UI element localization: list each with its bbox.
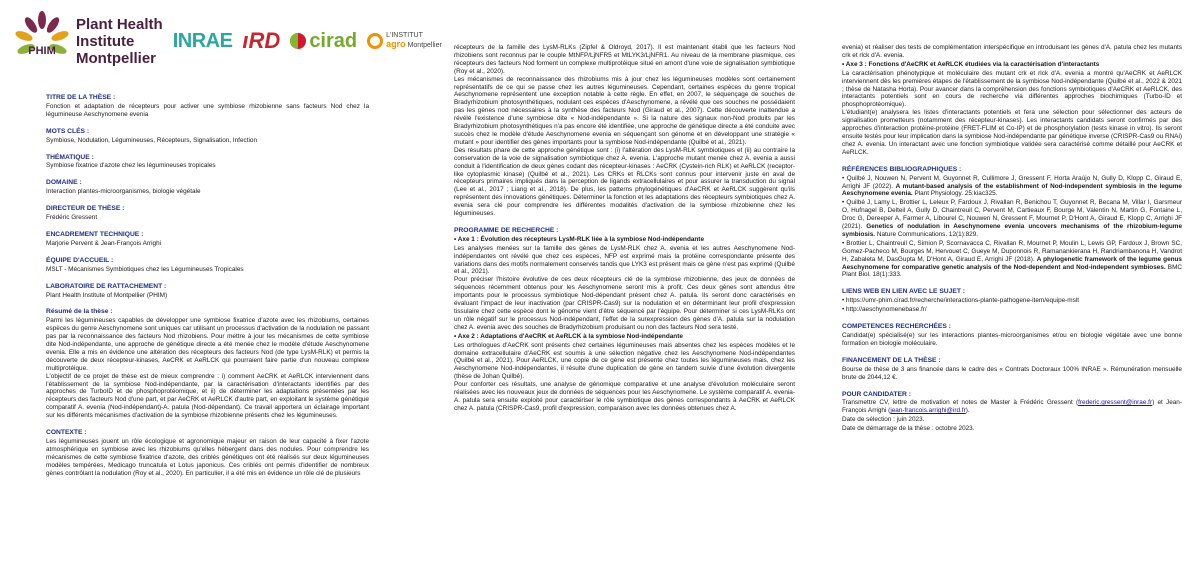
axe3-paragraph-2: L'étudiant(e) analysera les listes d'interactants potentiels et fera une sélection pour sélectionner des acteurs de signalisation prometteurs (notamment des récepteur-kinases). Les interactants candidats seront confirmés par des approches d'interaction protéine-protéine (FRET-FLIM et Co-IP) et de phosphorylation (tests kinase in vitro). Ils seront ensuite testés pour leur implication dans la symbiose Nod-indépendante par génétique inverse (CRISPR-Cas9 ou RNAi) chez A. evenia. Un interactant avec une fonction symbiotique validée sera caractérisé comme détaillé pour AeCRK et AeRLCK. <box>842 109 1182 156</box>
refs-label: RÉFÉRENCES BIBLIOGRAPHIQUES : <box>842 165 962 173</box>
equipe-text: MSLT - Mécanismes Symbiotiques chez les Légumineuses Tropicales <box>46 265 244 273</box>
cirad-logo-text: cirad <box>309 29 358 52</box>
contexte-paragraph-1: récepteurs de la famille des LysM-RLKs (Zipfel & Oldroyd, 2017). Il est maintenant établi que les facteurs Nod rhizobiens sont reconnus par le couple MtNFP/LjNFR5 et MtLYK3/LjNFR1. Au niveau de la membrane plasmique, ces récepteurs des facteurs Nod forment un complexe multiprotéique situé en amont d'une voie de signalisation symbiotique (Roy et al., 2020). <box>454 44 795 75</box>
reference-item <box>842 240 1182 280</box>
candidater-text <box>842 399 1182 415</box>
axe2-title: • Axe 2 : Adaptations d'AeCRK et AeRLCK à la symbiose Nod-indépendante <box>454 332 683 340</box>
reference-title: A phylogenetic framework of the legume genus Aeschynomene for comparative genetic analysis of the Nod-dependent and Nod-independent symbioses. <box>842 255 1182 271</box>
contexte-continued <box>454 44 795 218</box>
ird-logo: ıRD <box>242 28 281 53</box>
liens-label: LIENS WEB EN LIEN AVEC LE SUJET : <box>842 288 965 296</box>
agro-logo <box>367 32 442 50</box>
axe3-paragraph-1: La caractérisation phénotypique et moléculaire des mutant crk et rlck d'A. evenia a montré qu'AeCRK et AeRLCK interviennent dès les premières étapes de l'établissement de la symbiose Nod-indépendante (Quilbé et al., 2022 & 2021 ; thèse de Natasha Horta). Pour avancer dans la compréhension des fonctions symbiotiques d'AeCRK et AeRLCK, des interactants potentiels sont en cours de recherche via différentes approches biochimiques (Turbo-ID et phosphoprotéomique). <box>842 69 1182 109</box>
encadrement-text: Marjorie Pervent & Jean-François Arrighi <box>46 239 162 247</box>
directeur-label: DIRECTEUR DE THÈSE : <box>46 205 125 213</box>
contexte-label: CONTEXTE : <box>46 429 87 437</box>
cirad-logo <box>290 30 357 53</box>
domaine-text: Interaction plantes-microorganismes, biologie végétale <box>46 188 201 196</box>
labo-text: Plant Health Institute of Montpellier (PHIM) <box>46 291 168 299</box>
competences-label: COMPETENCES RECHERCHÉES : <box>842 323 951 331</box>
encadrement-label: ENCADREMENT TECHNIQUE : <box>46 230 144 238</box>
reference-title: A mutant-based analysis of the establishment of Nod-independent symbiosis in the legume Aeschynomene evenia. <box>842 182 1182 198</box>
email-link-gressent[interactable]: frederic.gressent@inrae.fr <box>1078 399 1153 407</box>
candidater-post: ). <box>965 407 970 415</box>
axe1-paragraph-2: Pour préciser l'histoire évolutive de ces deux récepteurs clé de la symbiose rhizobienne, des jeux de données de séquences récemment obtenus pour les Aeschynomene seront mis à profit. Ces deux gènes sont attendus être importants pour le processus symbiotique Nod-dépendant présent chez A. patula. Ils seront donc caractérisés en évaluant l'impact de leur inactivation (par CRISPR-Cas9) sur la nodulation et en déterminant leur profil d'expression tissulaire chez cette espèce dont le génome vient d'être séquencé par l'équipe. Pour déterminer si ces LysM-RLKs ont un rôle négatif sur le processus Nod-indépendant, l'effet de la surexpression des gènes d'A. patula sur la nodulation chez A. evenia avec des souches de Bradyrhizobium produisant ou non des facteurs Nod sera testé. <box>454 276 795 331</box>
reference-authors: • Quilbé J, Lamy L, Brottier L, Leleux P, Fardoux J, Rivallan R, Benichou T, Guyonnet R, Becana M, Villar I, Garsmeur O, Hufnagel B, Delteil A, Gully D, Chaintreuil C, Pervent M, Cartieaux F, Bourge M, Valentin N, Martin G, Fontaine L, Droc G, Dereeper A, Farmer A, Libourel C, Nouwen N, Gressent F, Mournet P, D'Hont A, Giraud E, Klopp C, Arrighi JF (2021). <box>842 199 1182 231</box>
resume-paragraph-1: Parmi les légumineuses capables de développer une symbiose fixatrice d'azote avec les rhizobiums, certaines espèces du genre Aeschynomene sont uniques car utilisant un processus d'activation de la nodulation ne passant pas par la reconnaissance des facteurs Nod rhizobiens. Pour mettre à jour les mécanismes de cette symbiose dite Nod-indépendante, une approche de génétique directe a été menée chez le modèle d'étude Aeschynomene evenia. Elle a mis en évidence une altération des récepteurs des facteurs Nod (de type LysM-RLK) et permis la découverte de deux récepteur-kinases, AeCRK et AeRLCK qui pourraient faire partie d'un nouveau complexe multiprotéique. <box>46 317 369 372</box>
mots-text: Symbiose, Nodulation, Légumineuses, Récepteurs, Signalisation, Infection <box>46 136 258 144</box>
agro-ring-icon <box>367 33 383 49</box>
axe2-continued: evenia) et réaliser des tests de complémentation interspécifique en introduisant les gènes d'A. patula chez les mutants crk et rlck d'A. evenia. <box>842 44 1182 59</box>
link-item[interactable]: • https://umr-phim.cirad.fr/recherche/interactions-plante-pathogene-item/equipe-mslt <box>842 297 1080 305</box>
contexte-text: Les légumineuses jouent un rôle écologique et agronomique majeur en raison de leur capacité à fixer l'azote atmosphérique en symbiose avec les rhizobiums qu'elles hébergent dans des nodules. Pour comprendre les mécanismes de cette symbiose fixatrice d'azote, des criblés génétiques ont été réalisés sur deux légumineuses modèles tempérées, Medicago truncatula et Lotus japonicus. Ces criblés ont permis d'identifier de nombreux gènes contrôlant la nodulation (Roy et al., 2020). En particulier, il a été mis en évidence un rôle clé de plusieurs <box>46 438 369 477</box>
labo-label: LABORATOIRE DE RATTACHEMENT : <box>46 282 167 290</box>
programme-label: PROGRAMME DE RECHERCHE : <box>454 226 559 234</box>
candidater-mid: ) et Jean-François Arrighi ( <box>842 399 1182 415</box>
reference-item <box>842 175 1182 199</box>
candidater-label: POUR CANDIDATER : <box>842 390 911 398</box>
domaine-label: DOMAINE : <box>46 179 82 187</box>
phim-mark-text: PHIM <box>28 45 56 57</box>
resume-paragraph-2: L'objectif de ce projet de thèse est de mieux comprendre : i) comment AeCRK et AeRLCK interviennent dans l'établissement de la symbiose Nod-indépendante, par la caractérisation d'interactants identifiés par des approches de TurboID et de phosphoprotéomique, et ii) de déterminer les adaptations présentées par les récepteurs des facteurs Nod d'une part, et par AeCRK et AeRLCK d'autre part, en exploitant le système génétique comparatif A. evenia (Nod-indépendant)-A. patula (Nod-dépendant). Ce travail apportera un éclairage important sur les différents mécanismes d'activation de la symbiose rhizobienne présents chez les légumineuses. <box>46 372 369 420</box>
column-left <box>46 94 369 478</box>
cirad-ball-icon <box>290 33 306 49</box>
axe2-paragraph-1: Les orthologues d'AeCRK sont présents chez certaines légumineuses mais absentes chez les espèces modèles et le domaine extracellulaire d'AeCRK est soumis à une sélection négative chez les Aeschynomene Nod-indépendantes (Quilbé et al., 2021). Pour AeRLCK, une copie de ce gène est présente chez toutes les légumineuses mais, chez les Aeschynomene Nod-indépendantes, il résulte d'une duplication de gène en tandem suivie d'une évolution divergente (thèse de Johan Quilbé). <box>454 341 795 381</box>
resume-label: Résumé de la thèse : <box>46 308 113 316</box>
financement-text: Bourse de thèse de 3 ans financée dans le cadre des « Contrats Doctoraux 100% INRAE ». Rémunération mensuelle brute de 2044,12 €. <box>842 365 1182 381</box>
reference-journal: Plant Physiology. 25:kiac325. <box>912 190 998 198</box>
link-item[interactable]: • http://aeschynomenebase.fr/ <box>842 306 927 314</box>
contexte-paragraph-3: Des résultats phare de cette approche génétique sont : (i) l'altération des LysM-RLK symbiotiques et (ii) au contraire la conservation de la voie de signalisation symbiotique chez A. evenia. L'approche mutant menée chez A. evenia a aussi conduit à l'identification de deux gènes codant des récepteur-kinases : AeCRK (Cystein-rich RLK) et AeRLCK (receptor-like cytoplasmic kinase) (Quilbé et al., 2021). Les CRKs et RLCKs sont connus pour intervenir juste en aval de récepteurs primaires impliqués dans la perception de ligands extracellulaires et pour assurer la transduction du signal (Lee et al., 2017 ; Liang et al., 2018). De plus, les patterns phylogénétiques d'AeCRK et AeRLCK suggèrent qu'ils représentent des innovations génétiques. Déterminer la fonction et les adaptations des récepteurs symbiotiques chez A. evenia sera clé pour comprendre les différentes modalités d'activation de la symbiose rhizobienne chez les légumineuses. <box>454 146 795 218</box>
mots-label: MOTS CLÉS : <box>46 127 90 135</box>
reference-item <box>842 199 1182 239</box>
reference-journal: BMC Plant Biol. 18(1):333. <box>842 263 1183 279</box>
phim-title: Plant Health Institute Montpellier <box>76 15 163 67</box>
agro-logo-text: L'INSTITUT agro Montpellier <box>386 32 442 49</box>
directeur-text: Frédéric Gressent <box>46 214 98 222</box>
contexte-paragraph-2: Les mécanismes de reconnaissance des rhizobiums mis à jour chez les légumineuses modèles sont certainement représentatifs de ce qui se passe chez les autres légumineuses. Cependant, certaines espèces du genre tropical Aeschynomene représentent une exception notable à cette règle. En effet, en 2007, le séquençage de souches de Bradyrhizobium photosynthétiques, nodulant ces espèces d'Aeschynomene, a révélé que ces souches ne possédaient pas les gènes nod nécessaires à la synthèse des facteurs Nod (Giraud et al., 2007). Cette découverte inattendue a révélé l'existence d'une symbiose dite « Nod-indépendante ». Si la nature des signaux non-Nod produits par les Bradyrhizobium photosynthétiques n'a pas encore été identifiée, une approche de génétique directe a été conduite avec succès chez le modèle d'étude Aeschynomene evenia en séquençant son génome et en développant une stratégie « mutant » pour identifier des gènes importants pour la symbiose Nod-indépendante (Quilbé et al., 2021). <box>454 75 795 146</box>
titre-label: TITRE DE LA THÈSE : <box>46 94 116 101</box>
equipe-label: ÉQUIPE D'ACCUEIL : <box>46 256 114 264</box>
thematique-label: THÉMATIQUE : <box>46 153 94 161</box>
axe1-title: • Axe 1 : Évolution des récepteurs LysM-RLK liée à la symbiose Nod-indépendante <box>454 235 704 243</box>
axe3-title: • Axe 3 : Fonctions d'AeCRK et AeRLCK étudiées via la caractérisation d'interactants <box>842 60 1100 68</box>
logo-row <box>14 8 442 74</box>
phim-logo-icon <box>14 10 70 72</box>
reference-title: Genetics of nodulation in Aeschynomene evenia uncovers mechanisms of the rhizobium-legume symbiosis. <box>842 223 1183 238</box>
financement-label: FINANCEMENT DE LA THÈSE : <box>842 356 941 364</box>
axe1-paragraph-1: Les analyses menées sur la famille des gènes de LysM-RLK chez A. evenia et les autres Aeschynomene Nod-indépendantes ont révélé que chez ces espèces, NFP est exprimé mais la protéine correspondante présente des variations dans des motifs normalement conservés tandis que LYK3 est présent mais ce gène n'est pas exprimé (Quilbé et al., 2021). <box>454 244 795 276</box>
axe2-text <box>454 342 795 413</box>
inrae-logo: INRAE <box>172 29 233 52</box>
axe1-text <box>454 245 795 332</box>
date-demarrage: Date de démarrage de la thèse : octobre 2023. <box>842 425 975 433</box>
candidater-pre: Transmettre CV, lettre de motivation et notes de Master à Frédéric Gressent ( <box>842 399 1079 407</box>
reference-authors: • Quilbé J, Nouwen N, Pervent M, Guyonnet R, Cullimore J, Gressent F, Horta Araújo N, Gully D, Klopp C, Giraud E, Arrighi JF (2022). <box>842 174 1182 190</box>
thematique-text: Symbiose fixatrice d'azote chez les légumineuses tropicales <box>46 162 216 170</box>
email-link-arrighi[interactable]: jean-francois.arrighi@ird.fr <box>890 407 966 415</box>
reference-journal: Nature Communications. 12(1):829. <box>875 230 979 238</box>
reference-authors: • Brottier L, Chaintreuil C, Simion P, Scornavacca C, Rivallan R, Mournet P, Moulin L, Lewis GP, Fardoux J, Brown SC, Gomez-Pacheco M, Bourges M, Hervouet C, Gueye M, Duponnois R, Ramanankierana H, Randriambanona H, Vandrot H, Zabaleta M, DasGupta M, D'Hont A, Giraud E, Arrighi JF (2018). <box>842 239 1182 263</box>
resume-text <box>46 317 369 420</box>
axe3-text <box>842 70 1182 157</box>
titre-text: Fonction et adaptation de récepteurs pour activer une symbiose rhizobienne sans facteurs Nod chez la légumineuse Aeschynomene evenia <box>46 102 369 118</box>
column-right <box>842 43 1182 433</box>
date-selection: Date de sélection : juin 2023. <box>842 416 925 424</box>
column-middle <box>454 43 795 413</box>
axe2-paragraph-2: Pour conforter ces résultats, une analyse de génomique comparative et une analyse d'évolution moléculaire seront réalisées avec les nouveaux jeux de données de séquences pour les Aeschynomene. Le système comparatif A. evenia-A. patula sera ensuite exploité pour caractériser le rôle symbiotique des gènes correspondants à AeCRK et AeRLCK chez A. patula (CRISPR-Cas9, profil d'expression, comparaison avec les données obtenues chez A. <box>454 381 795 412</box>
competences-text: Candidat(e) spécialisé(e) sur les interactions plantes-microorganismes et/ou en biologie végétale avec une bonne formation en biologie moléculaire. <box>842 332 1182 347</box>
